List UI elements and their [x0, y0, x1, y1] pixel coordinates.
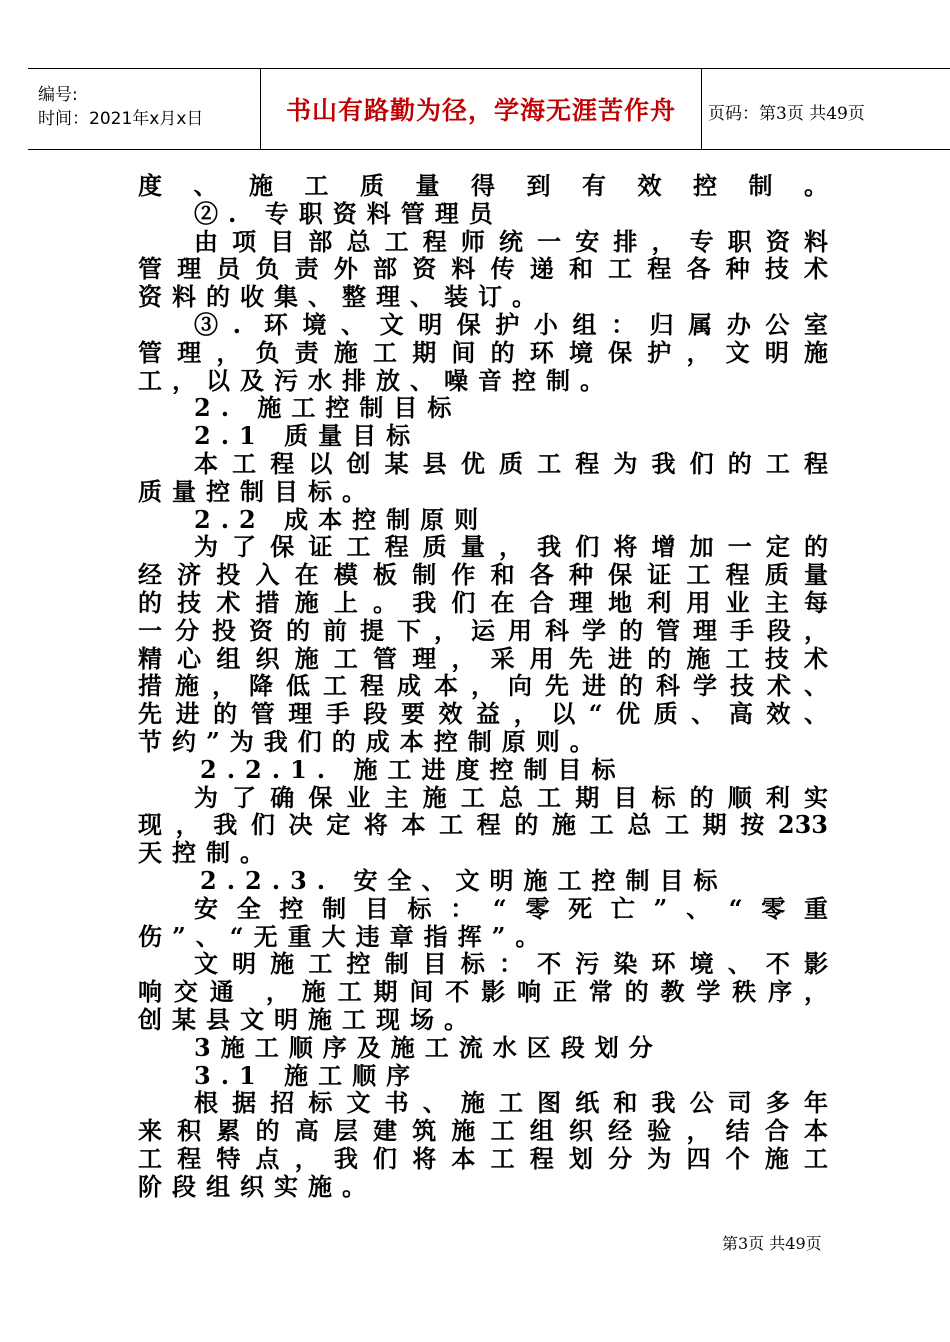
document-body	[138, 172, 828, 1200]
body-line: 资料的收集、整理、装订。	[138, 283, 546, 311]
body-line: 根据招标文书、施工图纸和我公司多年	[194, 1089, 828, 1118]
body-line: 管理员负责外部资料传递和工程各种技术	[138, 255, 828, 284]
section-heading: 2. 施工控制目标	[194, 394, 462, 423]
subsection-heading: 2.2.1. 施工进度控制目标	[200, 755, 626, 784]
body-line: 先进的管理手段要效益，以“优质、高效、	[138, 700, 828, 728]
body-line: 伤”、“无重大违章指挥”。	[138, 922, 550, 951]
body-line: 安全控制目标：“零死亡”、“零重	[194, 894, 828, 923]
body-line: 精心组织施工管理，采用先进的施工技术	[138, 644, 828, 673]
body-line: 本工程以创某县优质工程为我们的工程	[194, 449, 828, 478]
subsection-heading: 3.1 施工顺序	[194, 1061, 421, 1090]
page-header	[28, 68, 950, 150]
body-line: 节约”为我们的成本控制原则。	[138, 727, 604, 756]
subsection-heading: 2.2 成本控制原则	[194, 505, 489, 534]
subsection-heading: 2.2.3. 安全、文明施工控制目标	[200, 866, 728, 895]
body-line: 阶段组织实施。	[138, 1172, 376, 1201]
body-line: 来积累的高层建筑施工组织经验，结合本	[138, 1117, 828, 1145]
body-line: 一分投资的前提下，运用科学的管理手段，	[138, 616, 828, 645]
body-line: 度、施工质量得到有效控制。	[138, 172, 828, 200]
page-footer: 第3页 共49页	[722, 1234, 822, 1253]
body-line: 质量控制目标。	[138, 477, 376, 506]
body-line: 的技术措施上。我们在合理地利用业主每	[138, 588, 828, 617]
body-line: 由项目部总工程师统一安排，专职资料	[194, 227, 828, 256]
section-heading: 3施工顺序及施工流水区段划分	[194, 1033, 663, 1062]
number-label: 编号:	[38, 85, 78, 105]
body-line: 现，我们决定将本工程的施工总工期按233	[138, 811, 828, 840]
header-page-number: 页码：第3页 共49页	[708, 104, 865, 124]
body-line: 文明施工控制目标：不污染环境、不影	[194, 950, 828, 979]
body-line: 措施，降低工程成本，向先进的科学技术、	[138, 672, 828, 701]
body-line: ③. 环境、文明保护小组：归属办公室	[194, 310, 828, 339]
header-meta	[38, 83, 203, 131]
subsection-heading: ②. 专职资料管理员	[194, 199, 503, 228]
body-line: 经济投入在模板制作和各种保证工程质量	[138, 561, 828, 589]
body-line: 创某县文明施工现场。	[138, 1005, 478, 1034]
body-line: 为了确保业主施工总工期目标的顺利实	[194, 783, 828, 812]
body-line: 天控制。	[138, 839, 274, 867]
body-line: 管理，负责施工期间的环境保护，文明施	[138, 338, 828, 367]
date-label: 时间：2021年x月x日	[38, 109, 204, 129]
body-line: 响交通 ，施工期间不影响正常的教学秩序，	[138, 978, 828, 1006]
body-line: 工程特点，我们将本工程划分为四个施工	[138, 1144, 828, 1173]
body-line: 工，以及污水排放、噪音控制。	[138, 366, 614, 395]
body-line: 为了保证工程质量，我们将增加一定的	[194, 533, 828, 562]
subsection-heading: 2.1 质量目标	[194, 422, 421, 450]
header-motto: 书山有路勤为径，学海无涯苦作舟	[260, 69, 702, 149]
